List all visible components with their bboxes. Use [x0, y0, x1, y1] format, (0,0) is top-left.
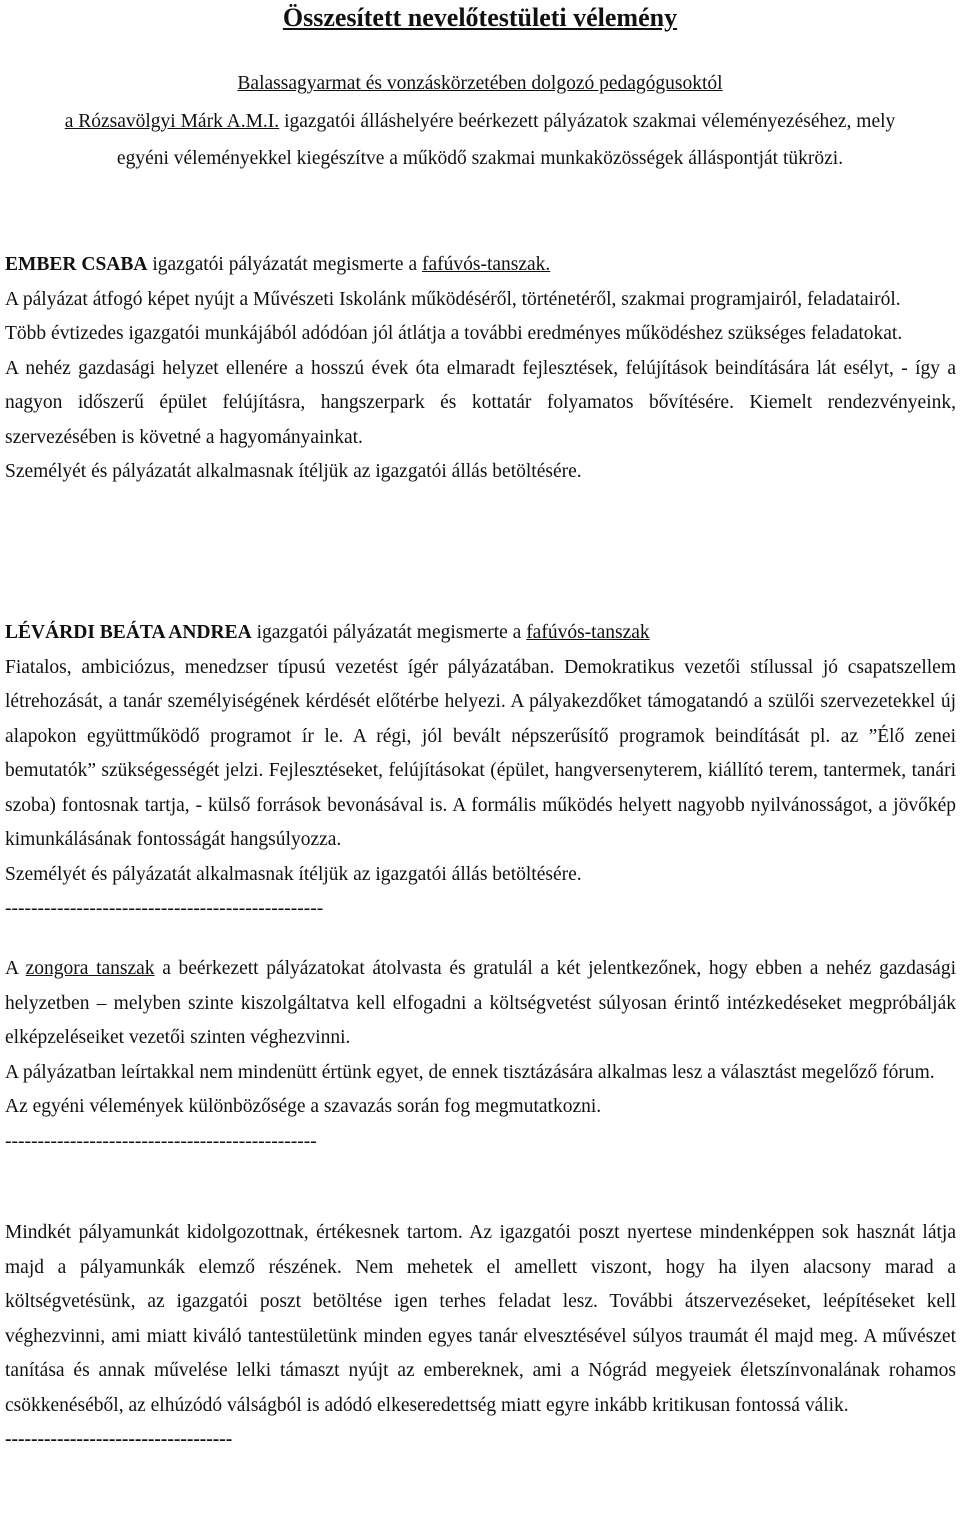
document-subtitle [40, 65, 920, 178]
subtitle-line-2: a Rózsavölgyi Márk A.M.I. [64, 110, 280, 132]
department-name: fafúvós-tanszak. [421, 254, 551, 275]
candidate-name: LÉVÁRDI BEÁTA ANDREA [5, 622, 252, 643]
section-ember-csaba [5, 248, 956, 490]
subtitle-line-1: Balassagyarmat és vonzáskörzetében dolgozó pedagógusoktól [237, 73, 723, 94]
paragraph-lead: A [5, 958, 26, 979]
department-name: zongora tanszak [25, 958, 155, 979]
department-name: fafúvós-tanszak [526, 622, 650, 643]
section-heading [5, 248, 956, 283]
paragraph: Mindkét pályamunkát kidolgozottnak, értékesnek tartom. Az igazgatói poszt nyertese mindenképpen sok hasznát látja majd a pályamunkák elemző részének. Nem mehetek el amellett viszont, hogy ha ilyen alacsony marad a költségvetésünk, az igazgatói poszt betöltése igen terhes feladat lesz. További átszervezéseket, leépítéseket kell véghezvinni, ami miatt kiváló tantestületünk minden egyes tanár elvesztésével súlyos traumát él majd meg. A művészet tanítása és annak művelése lelki támaszt nyújt az embereknek, ami a Nógrád megyeiek életszínvonalának rohamos csökkenéséből, az elhúzódó válságból is adódó elkeseredettség miatt egyre inkább kritikusan fontossá válik. [5, 1222, 956, 1416]
paragraph: A pályázat átfogó képet nyújt a Művészeti Iskolánk működéséről, történetéről, szakmai programjairól, feladatairól. [5, 288, 901, 310]
paragraph: A pályázatban leírtakkal nem mindenütt értünk egyet, de ennek tisztázására alkalmas lesz a választást megelőző fórum. [5, 1061, 935, 1083]
heading-intro: igazgatói pályázatát megismerte a [251, 622, 527, 643]
paragraph: A nehéz gazdasági helyzet ellenére a hosszú évek óta elmaradt fejlesztések, felújítások beindítására lát esélyt, - így a nagyon időszerű épület felújításra, hangszerpark és kottatár folyamatos bővítésére. Kiemelt rendezvényeink, szervezésében is követné a hagyományainkat. [5, 357, 956, 448]
subtitle-rest: igazgatói álláshelyére beérkezett pályázatok szakmai véleményezéséhez, mely egyéni véleményekkel kiegészítve a működő szakmai munkaközösségek álláspontját tükrözi. [116, 110, 896, 169]
paragraph: Több évtizedes igazgatói munkájából adódóan jól átlátja a további eredményes működéshez szükséges feladatokat. [5, 323, 903, 344]
separator-line: ------------------------------------------------- [5, 898, 324, 919]
candidate-name: EMBER CSABA [5, 254, 148, 275]
document-title: Összesített nevelőtestületi vélemény [282, 3, 678, 32]
paragraph: Személyét és pályázatát alkalmasnak ítéljük az igazgatói állás betöltésére. [5, 863, 582, 885]
separator-line: ----------------------------------- [5, 1429, 233, 1450]
section-levardi-beata [5, 616, 956, 927]
paragraph [5, 952, 956, 1056]
section-zongora-tanszak [5, 952, 956, 1159]
section-individual-opinion [5, 1216, 956, 1458]
paragraph: Személyét és pályázatát alkalmasnak ítéljük az igazgatói állás betöltésére. [5, 461, 582, 482]
section-heading [5, 616, 956, 651]
paragraph-rest: a beérkezett pályázatokat átolvasta és gratulál a két jelentkezőnek, hogy ebben a nehéz gazdasági helyzetben – melyben szinte kiszolgáltatva kell elfogadni a költségvetést súlyosan érintő intézkedéseket megpróbálják elképzeléseiket vezetői szinten véghezvinni. [5, 958, 956, 1048]
separator-line: ------------------------------------------------ [5, 1130, 317, 1152]
heading-intro: igazgatói pályázatát megismerte a [147, 254, 422, 275]
paragraph: Az egyéni vélemények különbözősége a szavazás során fog megmutatkozni. [5, 1096, 602, 1117]
paragraph: Fiatalos, ambiciózus, menedzser típusú vezetést ígér pályázatában. Demokratikus vezetői stílussal jó csapatszellem létrehozását, a tanár személyiségének kérdését előtérbe helyezi. A pályakezdőket támogatandó a szülői szervezetekkel új alapokon együttműködő programot ír le. A régi, jól bevált népszerűsítő programok beindítását pl. az ”Élő zenei bemutatók” szükségességét jelzi. Fejlesztéseket, felújításokat (épület, hangversenyterem, kiállító terem, tantermek, tanári szoba) fontosnak tartja, - külső források bevonásával is. A formális működés helyett nagyobb nyilvánosságot, a jövőkép kimunkálásának fontosságát hangsúlyozza. [5, 656, 956, 850]
